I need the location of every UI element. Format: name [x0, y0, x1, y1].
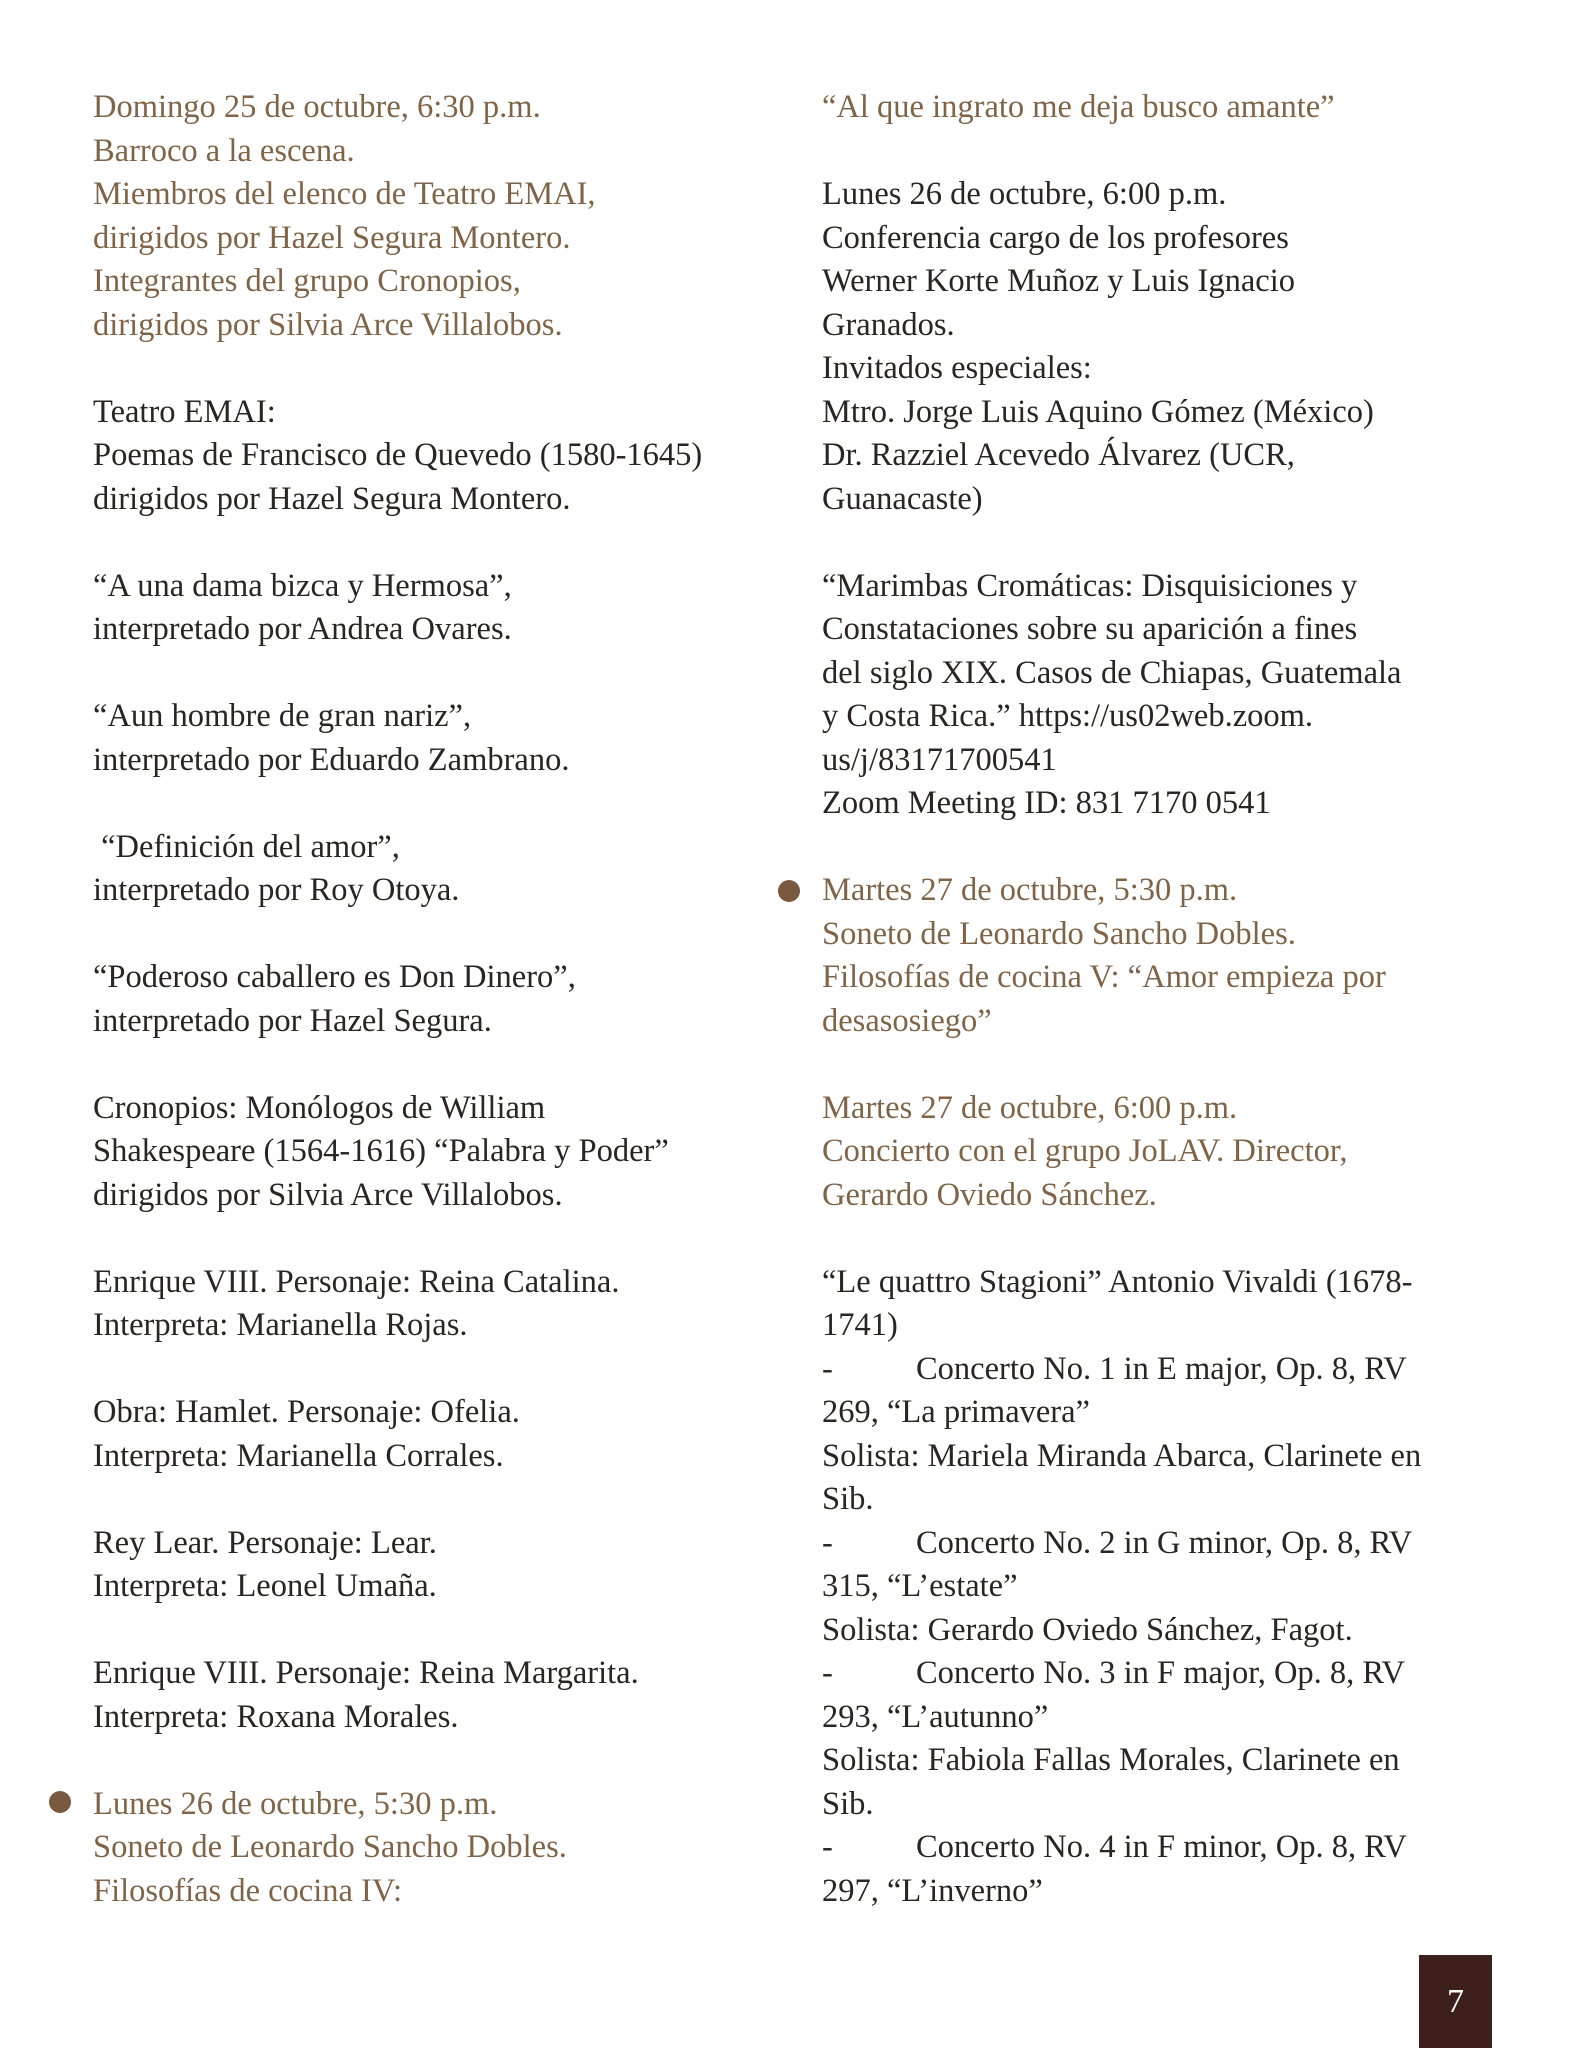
poem-performer: interpretado por Hazel Segura. — [93, 1002, 492, 1039]
marimbas-line: y Costa Rica.” https://us02web.zoom. — [822, 698, 1314, 734]
concerto-item — [822, 1348, 1502, 1392]
sunday-line: dirigidos por Hazel Segura Montero. — [93, 219, 571, 256]
monday-date: Lunes 26 de octubre, 5:30 p.m. — [93, 1785, 498, 1822]
conference-line: Conferencia cargo de los profesores — [822, 219, 1289, 256]
conference-line: Guanacaste) — [822, 480, 983, 517]
dash-bullet: - — [822, 1350, 833, 1387]
zoom-link[interactable]: us/j/83171700541 — [822, 741, 1057, 778]
role-performer: Interpreta: Marianella Corrales. — [93, 1437, 504, 1474]
sonnet-continuation: “Al que ingrato me deja busco amante” — [822, 89, 1335, 125]
conference-line: Granados. — [822, 306, 955, 343]
sunday-title: Barroco a la escena. — [93, 132, 355, 169]
role-performer: Interpreta: Leonel Umaña. — [93, 1568, 437, 1604]
sunday-line: dirigidos por Silvia Arce Villalobos. — [93, 306, 563, 343]
monday-title: Soneto de Leonardo Sancho Dobles. — [93, 1829, 567, 1865]
poem-performer: interpretado por Eduardo Zambrano. — [93, 741, 570, 778]
concerto-subtitle: 269, “La primavera” — [822, 1394, 1090, 1430]
concert-line: Concierto con el grupo JoLAV. Director, — [822, 1133, 1348, 1169]
concerto-soloist: Sib. — [822, 1481, 874, 1517]
zoom-meeting-id: Zoom Meeting ID: 831 7170 0541 — [822, 785, 1271, 821]
concerto-title: Concerto No. 1 in E major, Op. 8, RV — [916, 1350, 1407, 1387]
concerto-title: Concerto No. 4 in F minor, Op. 8, RV — [916, 1829, 1407, 1865]
concerto-subtitle: 315, “L’estate” — [822, 1568, 1018, 1604]
conference-line: Invitados especiales: — [822, 350, 1092, 386]
poem-title: “Aun hombre de gran nariz”, — [93, 698, 472, 734]
dash-bullet: - — [822, 1655, 833, 1691]
emai-line: dirigidos por Hazel Segura Montero. — [93, 480, 571, 517]
monday-event-block — [93, 1783, 793, 1914]
role-line: Obra: Hamlet. Personaje: Ofelia. — [93, 1394, 520, 1430]
event-bullet-icon — [778, 880, 800, 902]
cronopios-heading: Cronopios: Monólogos de William — [93, 1089, 546, 1126]
dash-bullet: - — [822, 1829, 833, 1865]
poem-title: “A una dama bizca y Hermosa”, — [93, 567, 512, 604]
sunday-date: Domingo 25 de octubre, 6:30 p.m. — [93, 89, 541, 125]
monday-line: Filosofías de cocina IV: — [93, 1872, 402, 1909]
concerto-subtitle: 293, “L’autunno” — [822, 1698, 1049, 1735]
concerto-item — [822, 1522, 1502, 1566]
left-column — [93, 86, 793, 1913]
concerto-item — [822, 1652, 1502, 1696]
tuesday-date: Martes 27 de octubre, 5:30 p.m. — [822, 872, 1238, 908]
poem-performer: interpretado por Andrea Ovares. — [93, 611, 512, 647]
sunday-event-block — [93, 86, 793, 347]
conference-date: Lunes 26 de octubre, 6:00 p.m. — [822, 176, 1227, 212]
sunday-line: Miembros del elenco de Teatro EMAI, — [93, 176, 596, 212]
role-line: Enrique VIII. Personaje: Reina Margarita. — [93, 1655, 639, 1691]
concerto-soloist: Solista: Mariela Miranda Abarca, Clarinete en — [822, 1437, 1422, 1474]
concerto-title: Concerto No. 3 in F major, Op. 8, RV — [916, 1655, 1405, 1691]
emai-line: Poemas de Francisco de Quevedo (1580-1645) — [93, 437, 703, 473]
tuesday-line: Soneto de Leonardo Sancho Dobles. — [822, 915, 1296, 952]
role-performer: Interpreta: Roxana Morales. — [93, 1698, 459, 1735]
conference-line: Mtro. Jorge Luis Aquino Gómez (México) — [822, 393, 1374, 430]
tuesday-sonnet-block — [822, 869, 1502, 1043]
concert-line: Gerardo Oviedo Sánchez. — [822, 1176, 1157, 1213]
role-line: Enrique VIII. Personaje: Reina Catalina. — [93, 1263, 620, 1300]
sunday-line: Integrantes del grupo Cronopios, — [93, 263, 521, 299]
cronopios-line: Shakespeare (1564-1616) “Palabra y Poder” — [93, 1133, 669, 1169]
concerto-soloist: Solista: Gerardo Oviedo Sánchez, Fagot. — [822, 1611, 1353, 1648]
conference-line: Werner Korte Muñoz y Luis Ignacio — [822, 263, 1295, 299]
tuesday-line: desasosiego” — [822, 1002, 992, 1039]
poem-title: “Definición del amor”, — [93, 828, 400, 865]
poem-performer: interpretado por Roy Otoya. — [93, 872, 460, 908]
conference-line: Dr. Razziel Acevedo Álvarez (UCR, — [822, 437, 1295, 473]
concerto-soloist: Solista: Fabiola Fallas Morales, Clarinete en — [822, 1742, 1400, 1778]
marimbas-line: Constataciones sobre su aparición a fines — [822, 611, 1358, 647]
page-number: 7 — [1419, 1955, 1492, 2048]
tuesday-concert-block — [822, 1087, 1502, 1218]
concerto-soloist: Sib. — [822, 1785, 874, 1822]
concerto-subtitle: 297, “L’inverno” — [822, 1872, 1043, 1909]
concerto-item — [822, 1826, 1502, 1870]
tuesday-line: Filosofías de cocina V: “Amor empieza por — [822, 959, 1386, 995]
dash-bullet: - — [822, 1524, 833, 1561]
vivaldi-title: “Le quattro Stagioni” Antonio Vivaldi (1678- — [822, 1263, 1413, 1300]
concert-date: Martes 27 de octubre, 6:00 p.m. — [822, 1089, 1238, 1126]
marimbas-line: del siglo XIX. Casos de Chiapas, Guatemala — [822, 654, 1402, 691]
emai-heading: Teatro EMAI: — [93, 393, 276, 430]
poem-title: “Poderoso caballero es Don Dinero”, — [93, 959, 576, 995]
role-line: Rey Lear. Personaje: Lear. — [93, 1524, 437, 1561]
event-bullet-icon — [49, 1791, 71, 1813]
right-column — [822, 86, 1502, 1913]
role-performer: Interpreta: Marianella Rojas. — [93, 1307, 468, 1343]
cronopios-line: dirigidos por Silvia Arce Villalobos. — [93, 1176, 563, 1213]
vivaldi-title: 1741) — [822, 1307, 898, 1343]
concerto-title: Concerto No. 2 in G minor, Op. 8, RV — [916, 1524, 1413, 1561]
marimbas-line: “Marimbas Cromáticas: Disquisiciones y — [822, 567, 1358, 604]
